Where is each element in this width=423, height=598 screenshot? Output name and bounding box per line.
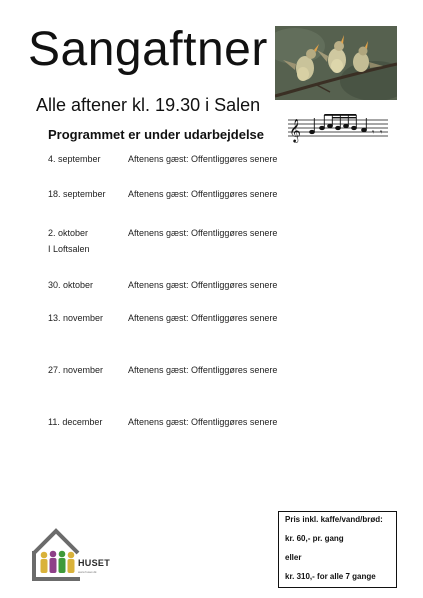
- event-guest: Aftenens gæst: Offentliggøres senere: [128, 228, 278, 238]
- svg-text:𝄾: 𝄾: [372, 128, 375, 138]
- event-guest: Aftenens gæst: Offentliggøres senere: [128, 417, 278, 427]
- program-heading: Programmet er under udarbejdelse: [48, 127, 265, 142]
- event-date: 30. oktober: [48, 280, 94, 290]
- logo-tagline: www.huset.dk: [78, 570, 97, 574]
- price-line: kr. 60,- pr. gang: [285, 534, 344, 543]
- svg-text:𝄞: 𝄞: [289, 118, 301, 142]
- music-notes-graphic: [286, 110, 390, 144]
- page-title: Sangaftner: [28, 23, 268, 76]
- logo-wordmark: HUSET: [78, 558, 111, 568]
- huset-logo: [30, 527, 112, 583]
- price-line: Pris inkl. kaffe/vand/brød:: [285, 515, 383, 524]
- price-box: [278, 511, 397, 588]
- event-date: 2. oktober: [48, 228, 89, 238]
- price-line: kr. 310,- for alle 7 gange: [285, 572, 376, 581]
- event-guest: Aftenens gæst: Offentliggøres senere: [128, 280, 278, 290]
- event-guest: Aftenens gæst: Offentliggøres senere: [128, 189, 278, 199]
- event-guest: Aftenens gæst: Offentliggøres senere: [128, 154, 278, 164]
- event-date: 4. september: [48, 154, 101, 164]
- price-line: eller: [285, 553, 302, 562]
- event-date: 18. september: [48, 189, 106, 199]
- birds-photo: [275, 26, 397, 100]
- singing-birds-image: [275, 26, 397, 100]
- event-date: 11. december: [48, 417, 103, 427]
- event-location-note: I Loftsalen: [48, 244, 90, 254]
- schedule-subtitle: Alle aftener kl. 19.30 i Salen: [36, 95, 261, 115]
- event-date: 13. november: [48, 313, 104, 323]
- house-logo-icon: [30, 527, 112, 583]
- music-staff-icon: [286, 110, 390, 144]
- svg-text:𝄾: 𝄾: [380, 128, 383, 138]
- event-guest: Aftenens gæst: Offentliggøres senere: [128, 365, 278, 375]
- event-guest: Aftenens gæst: Offentliggøres senere: [128, 313, 278, 323]
- event-date: 27. november: [48, 365, 104, 375]
